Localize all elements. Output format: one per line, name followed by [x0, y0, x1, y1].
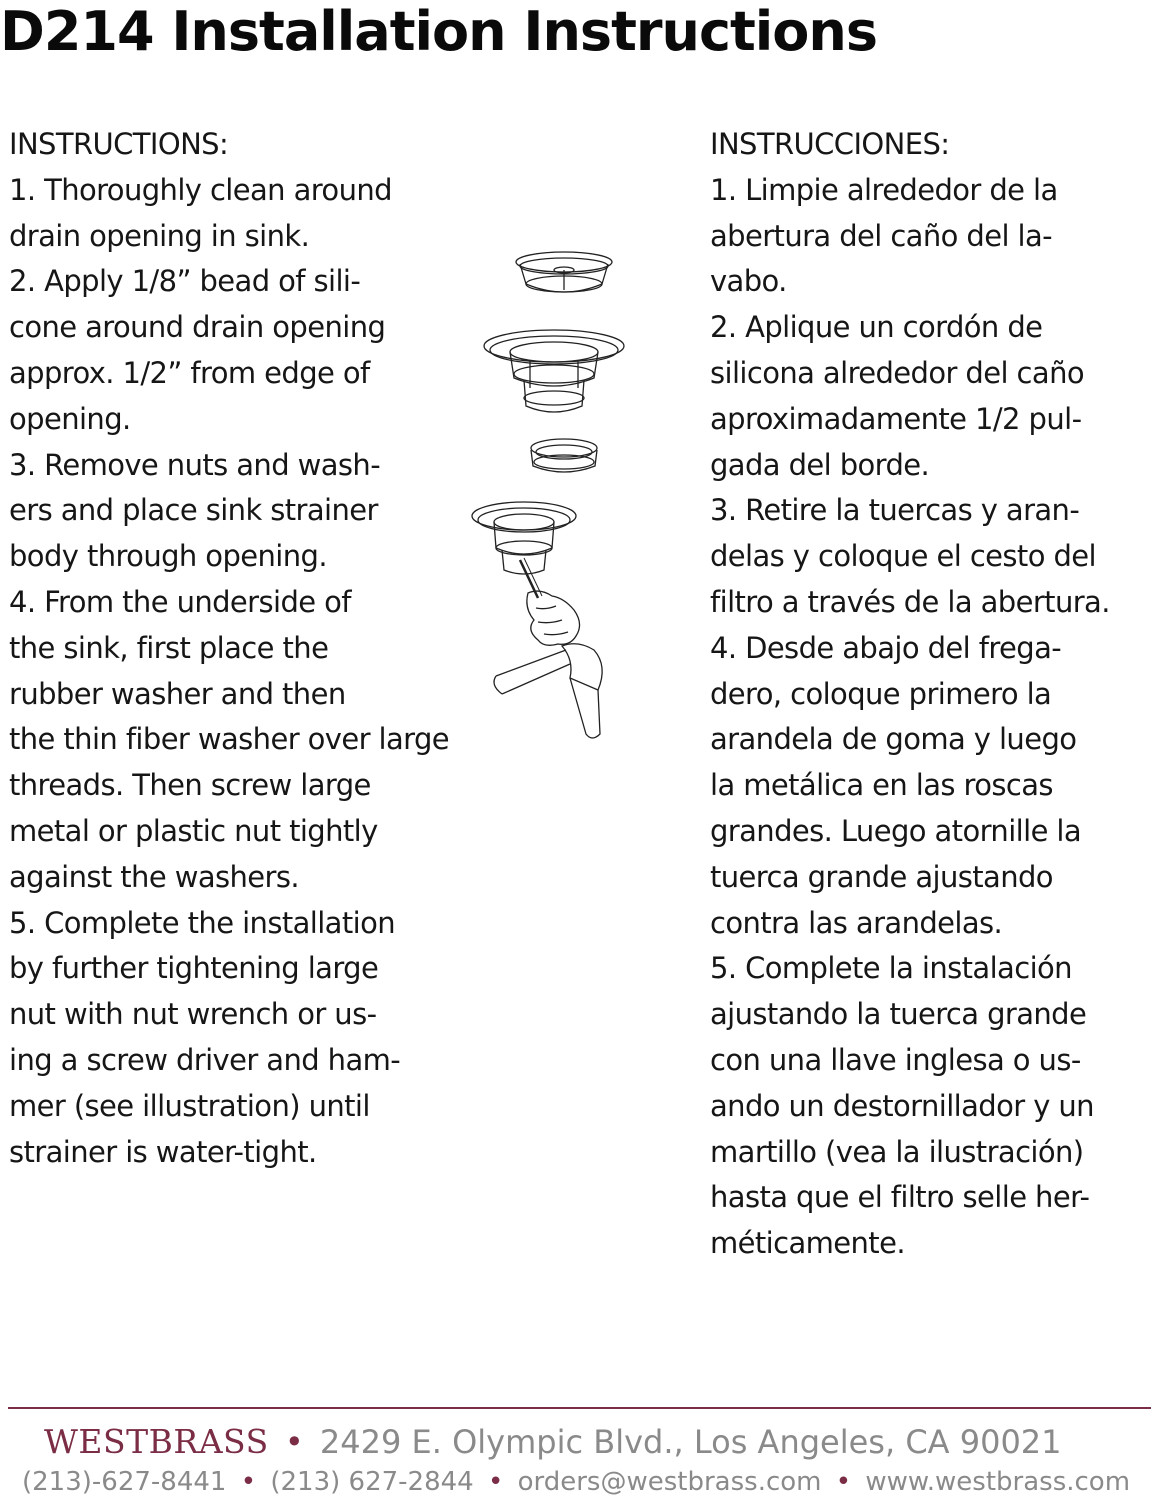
- english-instruction-line: nut with nut wrench or us-: [9, 997, 377, 1032]
- spanish-instruction-line: INSTRUCCIONES:: [710, 127, 950, 161]
- english-instruction-line: against the washers.: [9, 859, 299, 894]
- spanish-instruction-line: gada del borde.: [710, 447, 930, 482]
- english-instruction-line: ing a screw driver and ham-: [9, 1042, 401, 1077]
- footer-divider: [8, 1407, 1151, 1409]
- footer-address: 2429 E. Olympic Blvd., Los Angeles, CA 90021: [319, 1423, 1062, 1461]
- spanish-instructions: [710, 122, 1150, 1267]
- english-instruction-line: by further tightening large: [9, 951, 379, 986]
- english-instruction-line: 3. Remove nuts and wash-: [9, 447, 381, 482]
- footer-website-link[interactable]: www.westbrass.com: [865, 1467, 1131, 1497]
- spanish-instruction-line: delas y coloque el cesto del: [710, 539, 1096, 574]
- spanish-instruction-line: tuerca grande ajustando: [710, 859, 1053, 894]
- english-instruction-line: body through opening.: [9, 539, 327, 574]
- brand-name: WESTBRASS: [44, 1422, 269, 1461]
- spanish-instruction-line: aproximadamente 1/2 pul-: [710, 401, 1082, 436]
- english-instruction-line: threads. Then screw large: [9, 768, 371, 803]
- english-instruction-line: metal or plastic nut tightly: [9, 813, 378, 848]
- spanish-instruction-line: dero, coloque primero la: [710, 676, 1052, 711]
- spanish-instruction-line: la metálica en las roscas: [710, 768, 1053, 803]
- english-instruction-line: the sink, first place the: [9, 630, 329, 665]
- english-instruction-line: rubber washer and then: [9, 676, 346, 711]
- footer-email-link[interactable]: orders@westbrass.com: [517, 1467, 822, 1497]
- spanish-instruction-line: 1. Limpie alrededor de la: [710, 172, 1058, 207]
- spanish-instruction-line: 3. Retire la tuercas y aran-: [710, 493, 1080, 528]
- spanish-instruction-line: contra las arandelas.: [710, 905, 1003, 940]
- spanish-instruction-line: 4. Desde abajo del frega-: [710, 630, 1062, 665]
- spanish-instruction-line: abertura del caño del la-: [710, 218, 1053, 253]
- english-instruction-line: 2. Apply 1/8” bead of sili-: [9, 264, 361, 299]
- spanish-instruction-line: grandes. Luego atornille la: [710, 813, 1082, 848]
- english-instruction-line: 1. Thoroughly clean around: [9, 172, 392, 207]
- english-instruction-line: drain opening in sink.: [9, 218, 310, 253]
- spanish-instruction-line: silicona alrededor del caño: [710, 355, 1084, 390]
- spanish-instruction-line: martillo (vea la ilustración): [710, 1134, 1084, 1169]
- footer-phone-2: (213) 627-2844: [270, 1467, 474, 1497]
- english-instruction-line: 4. From the underside of: [9, 584, 351, 619]
- spanish-instruction-line: vabo.: [710, 264, 787, 299]
- english-instruction-line: the thin fiber washer over large: [9, 722, 450, 757]
- spanish-instruction-line: ajustando la tuerca grande: [710, 997, 1087, 1032]
- spanish-instruction-line: filtro a través de la abertura.: [710, 584, 1110, 619]
- spanish-instruction-line: ando un destornillador y un: [710, 1088, 1094, 1123]
- spanish-instruction-line: méticamente.: [710, 1226, 905, 1261]
- english-instructions: [9, 122, 509, 1175]
- spanish-instruction-line: 5. Complete la instalación: [710, 951, 1072, 986]
- footer-bullet: •: [284, 1423, 304, 1461]
- english-instruction-line: opening.: [9, 401, 131, 436]
- english-instruction-line: 5. Complete the installation: [9, 905, 396, 940]
- spanish-instruction-line: hasta que el filtro selle her-: [710, 1180, 1090, 1215]
- english-instruction-line: mer (see illustration) until: [9, 1088, 370, 1123]
- english-instruction-line: ers and place sink strainer: [9, 493, 378, 528]
- english-instruction-line: INSTRUCTIONS:: [9, 127, 229, 161]
- english-instruction-line: cone around drain opening: [9, 310, 386, 345]
- spanish-instruction-line: 2. Aplique un cordón de: [710, 310, 1043, 345]
- footer-contact-line: [22, 1464, 1130, 1500]
- spanish-instruction-line: con una llave inglesa o us-: [710, 1042, 1081, 1077]
- english-instruction-line: strainer is water-tight.: [9, 1134, 317, 1169]
- footer-bullet: •: [835, 1467, 852, 1497]
- footer-phone-1: (213)-627-8441: [22, 1467, 227, 1497]
- page-title: D214 Installation Instructions: [0, 0, 877, 63]
- english-instruction-line: approx. 1/2” from edge of: [9, 355, 370, 390]
- sink-strainer-exploded-view-with-hammer-icon: [466, 248, 641, 748]
- footer-bullet: •: [240, 1467, 257, 1497]
- footer-address-line: [44, 1420, 1062, 1464]
- footer-bullet: •: [487, 1467, 504, 1497]
- spanish-instruction-line: arandela de goma y luego: [710, 722, 1077, 757]
